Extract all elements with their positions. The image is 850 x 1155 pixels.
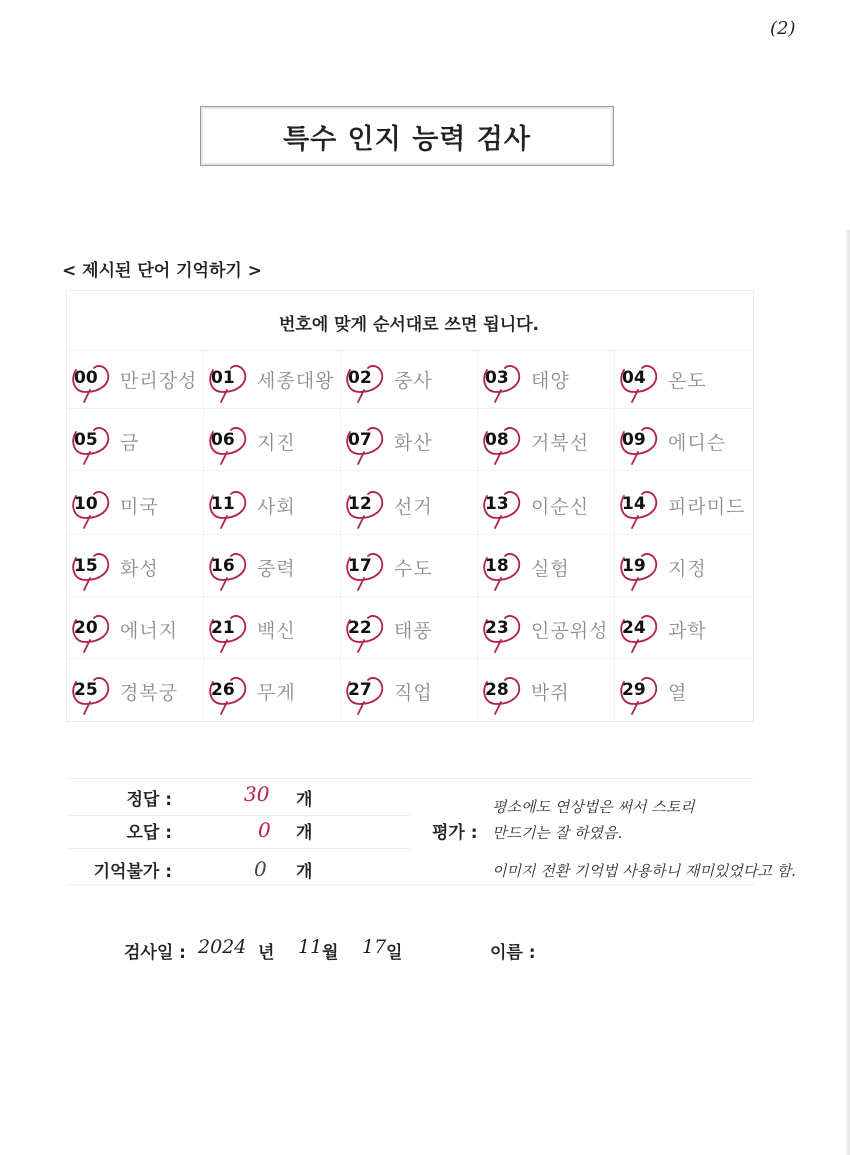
word-number: 16 — [211, 556, 235, 576]
word-answer: 선거 — [394, 496, 433, 518]
word-answer: 금 — [120, 432, 140, 454]
word-cell — [205, 418, 341, 466]
summary-divider — [410, 778, 754, 779]
word-number: 05 — [74, 430, 98, 450]
word-cell — [616, 356, 752, 404]
word-number: 22 — [348, 618, 372, 638]
word-number: 11 — [211, 494, 235, 514]
evaluation-line: 만드기는 잘 하였음. — [492, 824, 623, 842]
word-cell — [205, 668, 341, 716]
word-number: 21 — [211, 618, 235, 638]
word-cell — [68, 544, 204, 592]
exam-date-label: 검사일 : — [124, 943, 186, 963]
word-answer: 실험 — [531, 558, 570, 580]
word-number: 14 — [622, 494, 646, 514]
exam-day: 17 — [362, 936, 387, 958]
word-answer: 거북선 — [531, 432, 590, 454]
word-number: 01 — [211, 368, 235, 388]
word-cell — [342, 418, 478, 466]
word-number: 06 — [211, 430, 235, 450]
forgot-unit: 개 — [296, 862, 313, 882]
word-cell — [616, 606, 752, 654]
forgot-value: 0 — [254, 857, 267, 881]
word-answer: 에디슨 — [668, 432, 727, 454]
scan-edge — [846, 230, 850, 1155]
word-answer: 피라미드 — [668, 496, 746, 518]
evaluation-label: 평가 : — [432, 823, 478, 843]
word-number: 10 — [74, 494, 98, 514]
page-number: (2) — [770, 18, 796, 39]
summary-divider — [410, 884, 754, 885]
word-number: 00 — [74, 368, 98, 388]
word-cell — [616, 544, 752, 592]
word-answer: 화산 — [394, 432, 433, 454]
summary-divider — [66, 848, 410, 849]
word-cell — [479, 356, 615, 404]
correct-label: 정답 : — [126, 790, 172, 810]
word-number: 03 — [485, 368, 509, 388]
word-answer: 백신 — [257, 620, 296, 642]
word-answer: 경복궁 — [120, 682, 179, 704]
word-number: 15 — [74, 556, 98, 576]
grid-divider — [66, 470, 752, 471]
day-unit: 일 — [386, 943, 403, 963]
evaluation-line: 평소에도 연상법은 써서 스토리 — [492, 798, 695, 816]
name-label: 이름 : — [490, 943, 536, 963]
word-cell — [342, 606, 478, 654]
forgot-label: 기억불가 : — [93, 862, 172, 882]
grid-divider — [66, 408, 752, 409]
word-number: 26 — [211, 680, 235, 700]
word-answer: 지진 — [257, 432, 296, 454]
word-cell — [479, 418, 615, 466]
word-cell — [479, 606, 615, 654]
word-number: 23 — [485, 618, 509, 638]
word-number: 04 — [622, 368, 646, 388]
summary-divider — [66, 884, 410, 885]
word-number: 18 — [485, 556, 509, 576]
word-cell — [342, 356, 478, 404]
grid-divider — [66, 534, 752, 535]
exam-year: 2024 — [198, 936, 247, 958]
word-answer: 미국 — [120, 496, 159, 518]
grid-divider — [66, 350, 752, 351]
word-answer: 박쥐 — [531, 682, 570, 704]
word-cell — [342, 544, 478, 592]
word-answer: 인공위성 — [531, 620, 609, 642]
word-answer: 지정 — [668, 558, 707, 580]
wrong-unit: 개 — [296, 823, 313, 843]
word-number: 25 — [74, 680, 98, 700]
grid-divider — [66, 658, 752, 659]
word-answer: 직업 — [394, 682, 433, 704]
word-cell — [479, 668, 615, 716]
instruction-text: 번호에 맞게 순서대로 쓰면 됩니다. — [278, 315, 540, 335]
word-number: 19 — [622, 556, 646, 576]
correct-unit: 개 — [296, 790, 313, 810]
word-answer: 이순신 — [531, 496, 590, 518]
word-number: 17 — [348, 556, 372, 576]
word-answer: 열 — [668, 682, 688, 704]
correct-value: 30 — [244, 782, 270, 806]
word-answer: 무게 — [257, 682, 296, 704]
word-answer: 수도 — [394, 558, 433, 580]
word-answer: 태풍 — [394, 620, 433, 642]
word-cell — [68, 668, 204, 716]
grid-divider — [66, 596, 752, 597]
word-number: 20 — [74, 618, 98, 638]
word-number: 24 — [622, 618, 646, 638]
word-cell — [205, 356, 341, 404]
word-answer: 과학 — [668, 620, 707, 642]
year-unit: 년 — [258, 943, 275, 963]
grid-divider — [203, 350, 204, 720]
wrong-label: 오답 : — [126, 823, 172, 843]
word-number: 07 — [348, 430, 372, 450]
word-number: 28 — [485, 680, 509, 700]
word-answer: 중력 — [257, 558, 296, 580]
word-number: 13 — [485, 494, 509, 514]
word-number: 12 — [348, 494, 372, 514]
word-number: 09 — [622, 430, 646, 450]
grid-divider — [477, 350, 478, 720]
word-cell — [205, 606, 341, 654]
wrong-value: 0 — [258, 818, 271, 842]
evaluation-line: 이미지 전환 기억법 사용하니 재미있었다고 함. — [492, 862, 796, 880]
word-answer: 에너지 — [120, 620, 179, 642]
word-cell — [479, 482, 615, 530]
exam-month: 11 — [298, 936, 323, 958]
word-answer: 중사 — [394, 370, 433, 392]
word-cell — [205, 482, 341, 530]
word-answer: 만리장성 — [120, 370, 198, 392]
word-cell — [205, 544, 341, 592]
word-number: 02 — [348, 368, 372, 388]
grid-divider — [340, 350, 341, 720]
word-answer: 온도 — [668, 370, 707, 392]
summary-divider — [66, 778, 410, 779]
word-answer: 세종대왕 — [257, 370, 335, 392]
word-answer: 사회 — [257, 496, 296, 518]
word-cell — [68, 606, 204, 654]
word-cell — [68, 482, 204, 530]
word-cell — [479, 544, 615, 592]
word-answer: 태양 — [531, 370, 570, 392]
word-cell — [342, 482, 478, 530]
page-title: 특수 인지 능력 검사 — [200, 106, 614, 166]
word-cell — [68, 418, 204, 466]
summary-divider — [66, 815, 410, 816]
word-number: 08 — [485, 430, 509, 450]
word-cell — [68, 356, 204, 404]
word-cell — [342, 668, 478, 716]
month-unit: 월 — [322, 943, 339, 963]
section-heading: < 제시된 단어 기억하기 > — [62, 261, 262, 281]
word-number: 29 — [622, 680, 646, 700]
word-cell — [616, 482, 752, 530]
word-answer: 화성 — [120, 558, 159, 580]
grid-divider — [614, 350, 615, 720]
word-number: 27 — [348, 680, 372, 700]
word-cell — [616, 418, 752, 466]
word-cell — [616, 668, 752, 716]
